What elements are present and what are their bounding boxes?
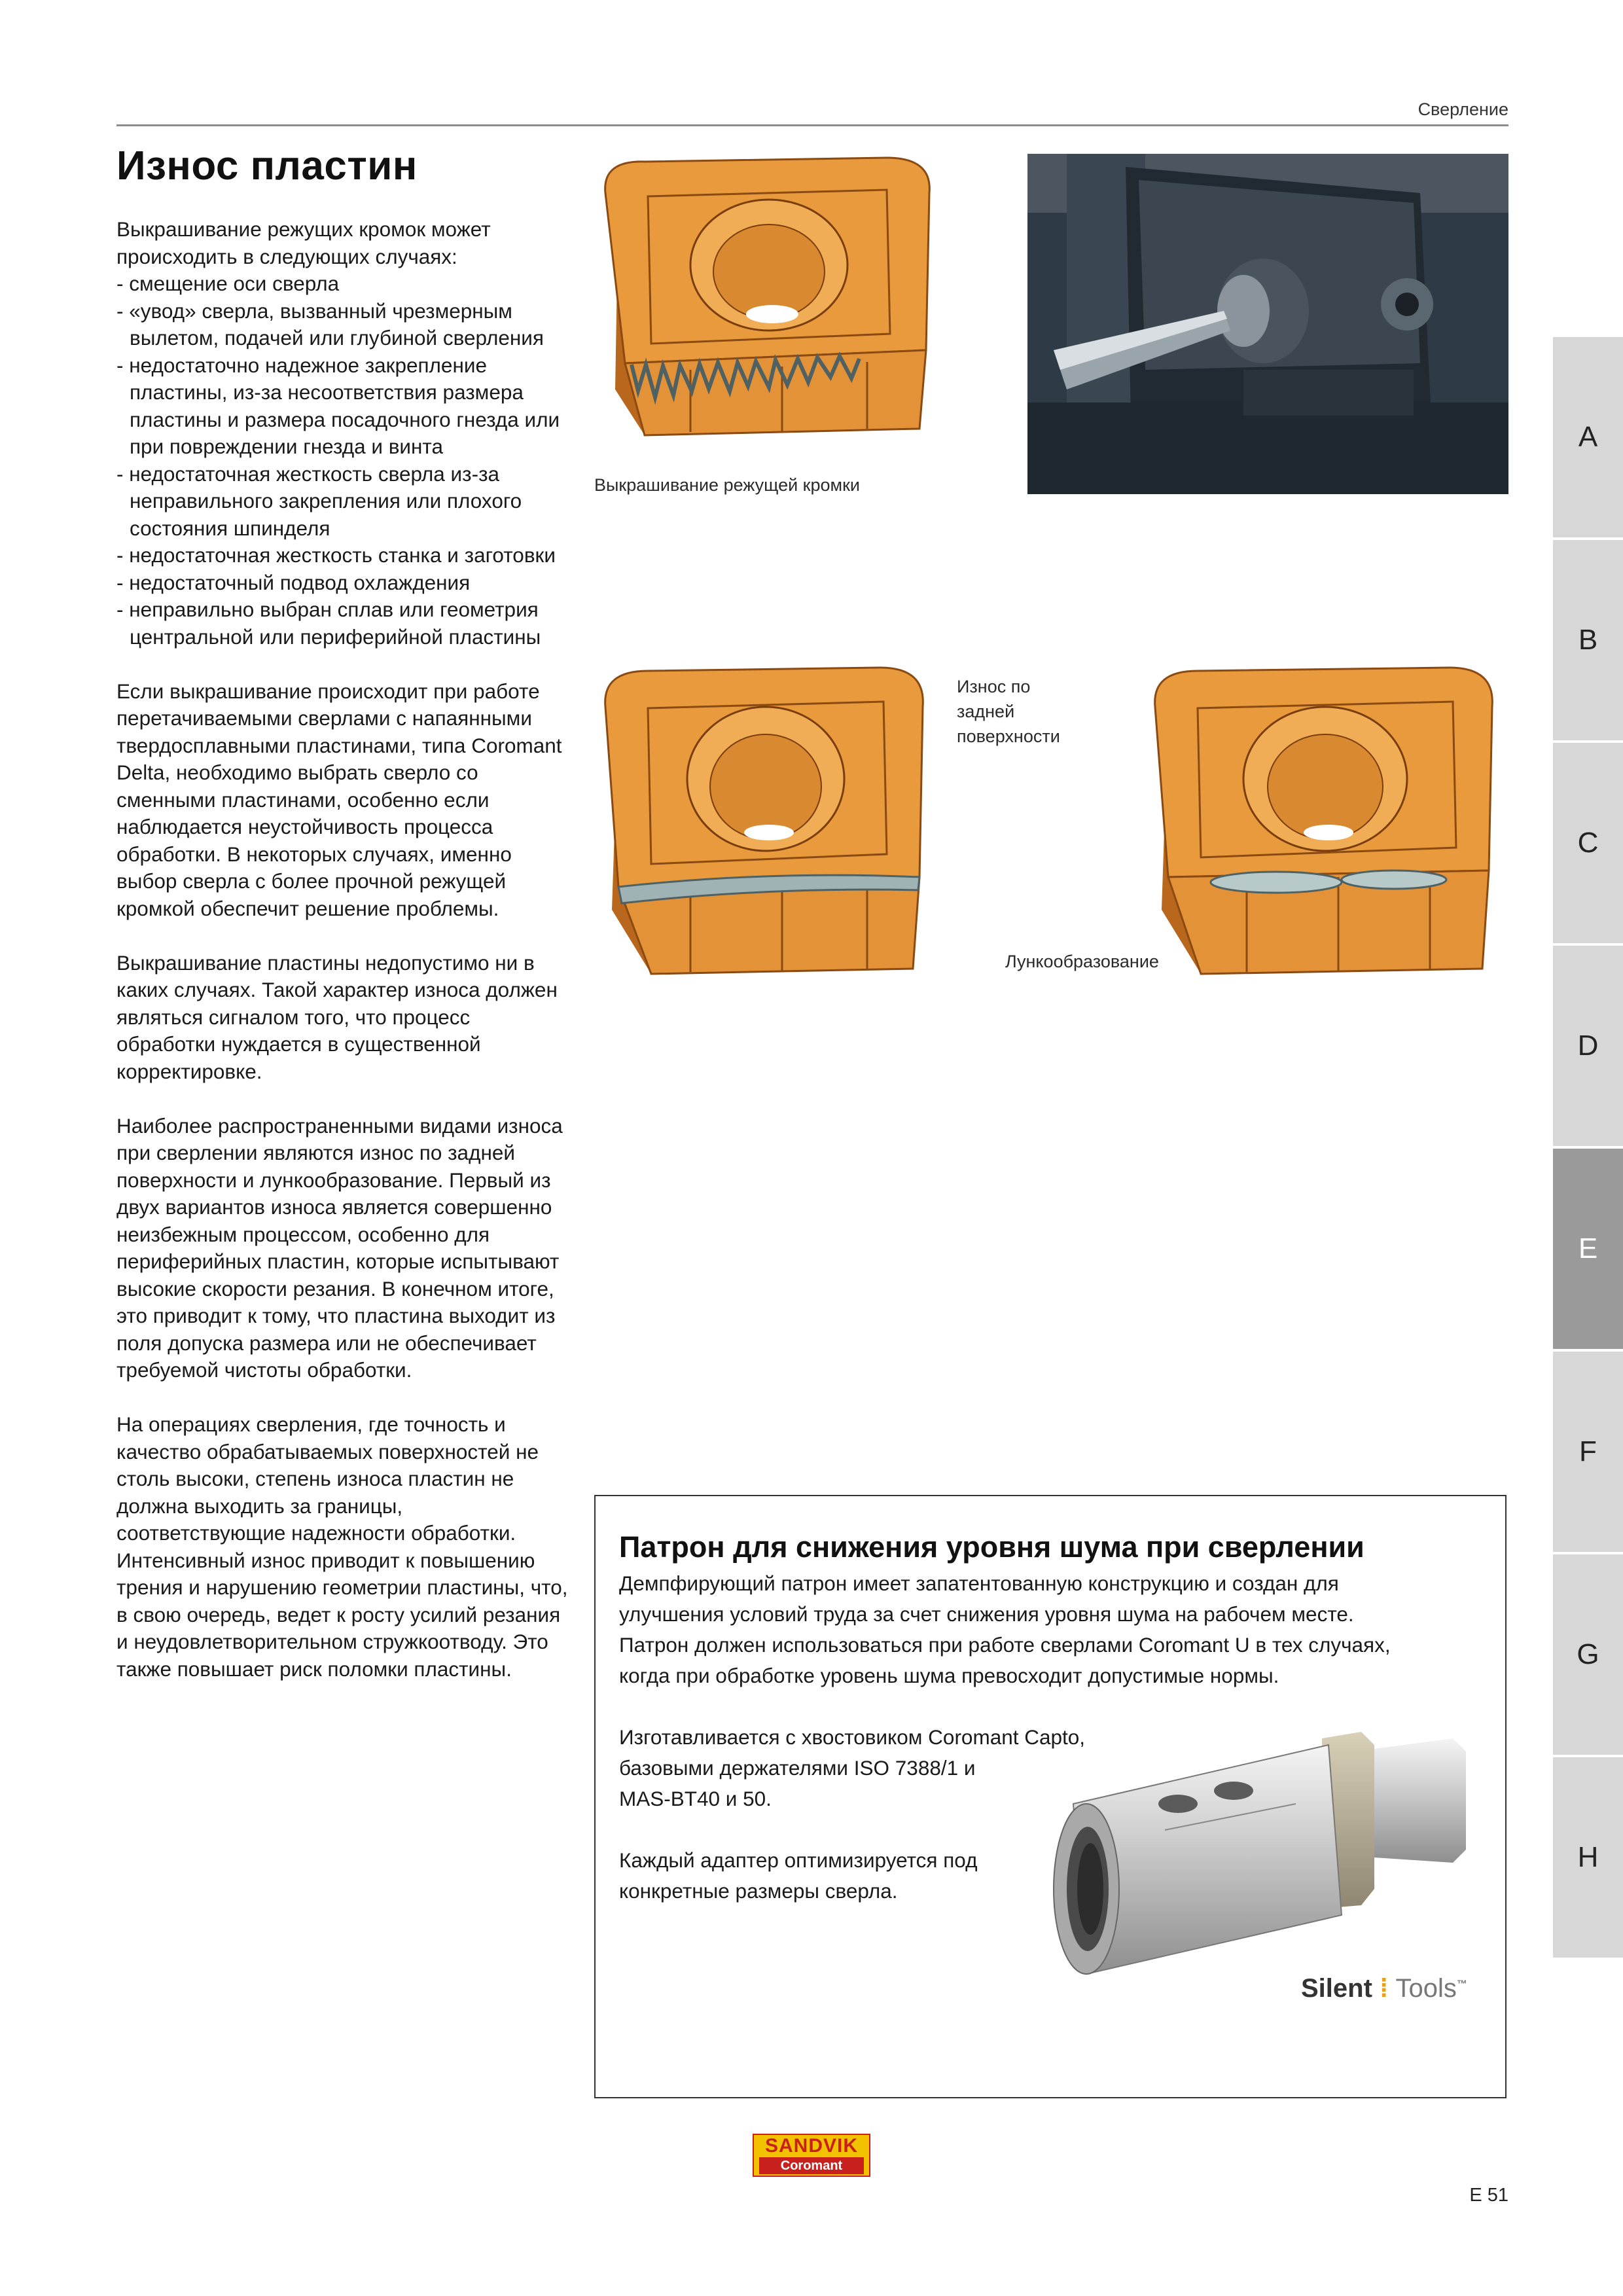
logo-bottom: Coromant: [759, 2157, 864, 2174]
paragraph-delta: Если выкрашивание происходит при работе перетачиваемыми сверлами с напаянными твердосплавными пластинами, типа Coromant Delta, необходимо выбрать сверло со сменными пластинами, особенно если наблюдается неустойчивость процесса обработки. В некоторых случаях, именно выбор сверла с более прочной режущей кромкой обеспечит решение проблемы.: [116, 679, 562, 920]
logo-top: SANDVIK: [764, 2135, 858, 2157]
box-line: улучшения условий труда за счет снижения уровня шума на рабочем месте.: [619, 1602, 1354, 1626]
brand-mark: ™: [1456, 1979, 1467, 1990]
brand-word-2: Tools: [1395, 1974, 1457, 2003]
silent-tools-logo: [1301, 1974, 1467, 2003]
cause-item: - недостаточная жесткость станка и заготовки: [116, 542, 568, 569]
box-line: когда при обработке уровень шума превосходит допустимые нормы.: [619, 1664, 1279, 1687]
paragraph-chipping: Выкрашивание пластины недопустимо ни в каких случаях. Такой характер износа должен являться сигналом того, что процесс обработки нуждается в существенной корректировке.: [116, 950, 558, 1083]
cause-item: - «увод» сверла, вызванный чрезмерным вылетом, подачей или глубиной сверления: [116, 298, 568, 352]
box-line: Изготавливается с хвостовиком Coromant Capto,: [619, 1725, 1086, 1749]
cause-list: [116, 270, 568, 651]
top-rule: [116, 124, 1508, 126]
cause-item: - смещение оси сверла: [116, 270, 568, 298]
left-column: [116, 216, 568, 1710]
cause-item: - недостаточно надежное закрепление пластины, из-за несоответствия размера пластины и размера посадочного гнезда или при повреждении гнезда и винта: [116, 352, 568, 461]
insert-chipping-illustration: [592, 154, 946, 461]
brand-separator-icon: ⁞: [1380, 1974, 1389, 2003]
box-line: Патрон должен использоваться при работе сверлами Coromant U в тех случаях,: [619, 1633, 1391, 1657]
paragraph-wear-types: Наиболее распространенными видами износа при сверлении являются износ по задней поверхности и лункообразование. Первый из двух вариантов износа является совершенно неизбежным процессом, особенно для периферийных пластин, которые испытывают высокие скорости резания. В конечном итоге, это приводит к тому, что пластина выходит из поля допуска размера или не обеспечивает требуемой чистоты обработки.: [116, 1113, 563, 1382]
box-line: MAS-BT40 и 50.: [619, 1787, 772, 1810]
insert-flank-wear-illustration: [592, 661, 933, 982]
tab-d[interactable]: D: [1553, 946, 1623, 1146]
box-line: конкретные размеры сверла.: [619, 1879, 898, 1903]
chipping-caption: Выкрашивание режущей кромки: [594, 475, 860, 495]
tab-b[interactable]: B: [1553, 540, 1623, 740]
tab-a[interactable]: A: [1553, 337, 1623, 537]
paragraph-precision: На операциях сверления, где точность и качество обрабатываемых поверхностей не столь высоки, степень износа пластин не должна выходить за границы, соответствующие надежности обработки. Интенсивный износ приводит к повышению трения и нарушению геометрии пластины, что, в свою очередь, ведет к росту усилий резания и неудовлетворительном стружкоотводу. Это также повышает риск поломки пластины.: [116, 1412, 568, 1681]
page-number: E 51: [1469, 2185, 1508, 2206]
drilling-machine-photo: [1027, 154, 1508, 494]
silent-tools-box: [594, 1495, 1507, 2098]
flank-wear-caption: Износ по задней поверхности: [957, 677, 1060, 746]
intro-text: Выкрашивание режущих кромок может происходить в следующих случаях:: [116, 217, 491, 268]
cause-item: - неправильно выбран сплав или геометрия центральной или периферийной пластины: [116, 596, 568, 651]
page-title: Износ пластин: [116, 143, 418, 188]
sandvik-logo: [753, 2134, 870, 2177]
tab-c[interactable]: C: [1553, 743, 1623, 943]
cause-item: - недостаточный подвод охлаждения: [116, 569, 568, 597]
cause-item: - недостаточная жесткость сверла из-за неправильного закрепления или плохого состояния шпинделя: [116, 461, 568, 543]
chapter-tabs: [1553, 337, 1623, 1960]
brand-word-1: Silent: [1301, 1974, 1372, 2003]
box-line: базовыми держателями ISO 7388/1 и: [619, 1756, 976, 1780]
crater-wear-caption: Лункообразование: [1005, 952, 1159, 971]
tab-f[interactable]: F: [1553, 1352, 1623, 1552]
box-title: Патрон для снижения уровня шума при сверлении: [619, 1530, 1364, 1564]
insert-crater-wear-illustration: [1142, 661, 1502, 982]
tab-e[interactable]: E: [1553, 1149, 1623, 1349]
tab-h[interactable]: H: [1553, 1757, 1623, 1958]
tab-g[interactable]: G: [1553, 1554, 1623, 1755]
box-line: Каждый адаптер оптимизируется под: [619, 1848, 978, 1872]
box-line: Демпфирующий патрон имеет запатентованную конструкцию и создан для: [619, 1571, 1339, 1595]
section-label: Сверление: [1418, 99, 1508, 119]
